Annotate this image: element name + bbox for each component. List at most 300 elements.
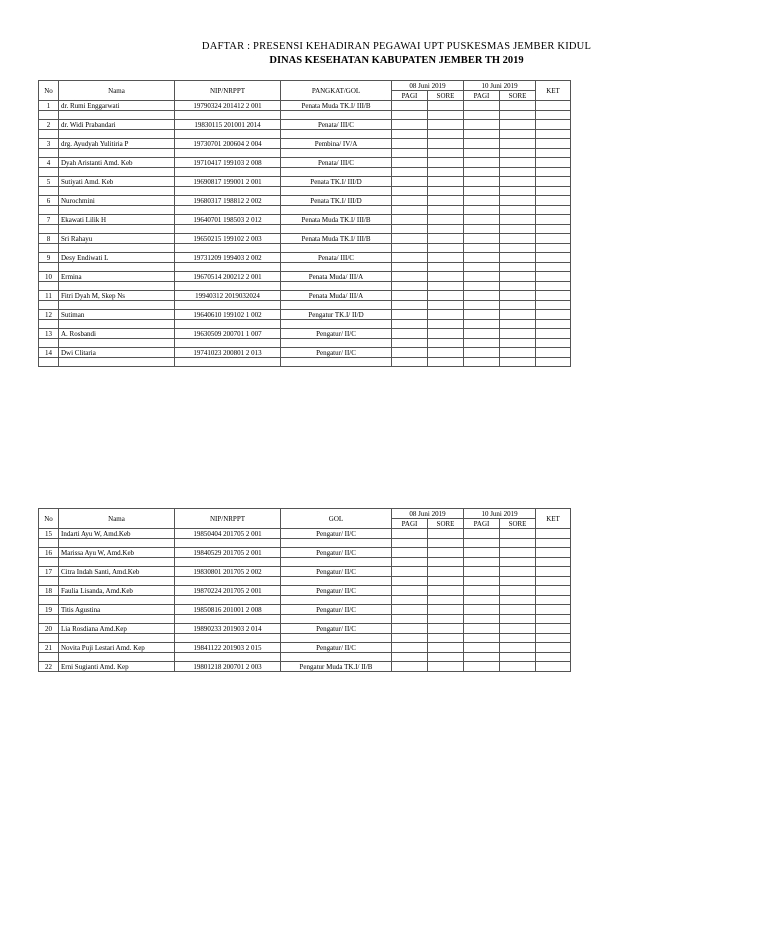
spacer-cell xyxy=(428,111,464,120)
spacer-cell xyxy=(281,206,392,215)
spacer-cell xyxy=(464,149,500,158)
spacer-cell xyxy=(428,653,464,662)
row-no: 14 xyxy=(39,348,59,358)
row-gol: Pengatur/ II/C xyxy=(281,605,392,615)
table-row xyxy=(39,310,571,320)
row-no: 1 xyxy=(39,101,59,111)
spacer-cell xyxy=(536,225,571,234)
cell-pagi-2 xyxy=(464,329,500,339)
cell-sore-2 xyxy=(500,348,536,358)
cell-sore-1 xyxy=(428,624,464,634)
row-nama: Sutiyati Amd. Keb xyxy=(59,177,175,187)
spacer-row xyxy=(39,187,571,196)
header-sore: SORE xyxy=(428,91,464,101)
spacer-cell xyxy=(39,339,59,348)
spacer-cell xyxy=(500,558,536,567)
spacer-cell xyxy=(39,558,59,567)
cell-pagi-1 xyxy=(392,348,428,358)
spacer-cell xyxy=(175,282,281,291)
spacer-row xyxy=(39,558,571,567)
spacer-cell xyxy=(175,320,281,329)
spacer-cell xyxy=(59,653,175,662)
spacer-cell xyxy=(428,358,464,367)
cell-ket xyxy=(536,272,571,282)
spacer-cell xyxy=(59,301,175,310)
attendance-table-2 xyxy=(38,508,571,672)
header-nama: Nama xyxy=(59,509,175,529)
header-gol: GOL xyxy=(281,509,392,529)
row-gol: Pembina/ IV/A xyxy=(281,139,392,149)
cell-pagi-2 xyxy=(464,158,500,168)
spacer-cell xyxy=(175,539,281,548)
row-gol: Penata Muda TK.I/ III/B xyxy=(281,234,392,244)
spacer-row xyxy=(39,301,571,310)
row-nama: Sutiman xyxy=(59,310,175,320)
spacer-cell xyxy=(464,539,500,548)
spacer-cell xyxy=(392,634,428,643)
spacer-cell xyxy=(428,301,464,310)
row-gol: Penata Muda TK.I/ III/B xyxy=(281,101,392,111)
row-nip: 19830115 201001 2014 xyxy=(175,120,281,130)
spacer-cell xyxy=(536,634,571,643)
spacer-cell xyxy=(428,187,464,196)
row-nip: 19830801 201705 2 002 xyxy=(175,567,281,577)
table-row xyxy=(39,348,571,358)
row-gol: Pengatur/ II/C xyxy=(281,643,392,653)
row-no: 12 xyxy=(39,310,59,320)
spacer-cell xyxy=(464,320,500,329)
spacer-cell xyxy=(59,577,175,586)
cell-ket xyxy=(536,158,571,168)
spacer-cell xyxy=(59,130,175,139)
spacer-cell xyxy=(500,263,536,272)
cell-pagi-1 xyxy=(392,605,428,615)
spacer-cell xyxy=(59,339,175,348)
spacer-cell xyxy=(392,339,428,348)
spacer-cell xyxy=(392,358,428,367)
row-no: 15 xyxy=(39,529,59,539)
spacer-cell xyxy=(536,358,571,367)
row-nip: 19850404 201705 2 001 xyxy=(175,529,281,539)
cell-pagi-2 xyxy=(464,196,500,206)
row-gol: Pengatur TK.I/ II/D xyxy=(281,310,392,320)
row-gol: Pengatur/ II/C xyxy=(281,624,392,634)
spacer-cell xyxy=(392,282,428,291)
cell-pagi-1 xyxy=(392,567,428,577)
spacer-cell xyxy=(464,577,500,586)
cell-sore-1 xyxy=(428,291,464,301)
table-row xyxy=(39,624,571,634)
cell-sore-2 xyxy=(500,624,536,634)
spacer-cell xyxy=(536,301,571,310)
spacer-cell xyxy=(59,596,175,605)
spacer-cell xyxy=(39,596,59,605)
spacer-cell xyxy=(500,634,536,643)
spacer-cell xyxy=(175,168,281,177)
header-ket: KET xyxy=(536,81,571,101)
spacer-cell xyxy=(59,634,175,643)
cell-ket xyxy=(536,329,571,339)
cell-sore-1 xyxy=(428,253,464,263)
spacer-cell xyxy=(39,653,59,662)
header-pagi: PAGI xyxy=(464,91,500,101)
cell-ket xyxy=(536,120,571,130)
cell-pagi-1 xyxy=(392,329,428,339)
spacer-cell xyxy=(392,320,428,329)
cell-pagi-1 xyxy=(392,662,428,672)
spacer-cell xyxy=(428,130,464,139)
spacer-cell xyxy=(536,168,571,177)
cell-sore-1 xyxy=(428,120,464,130)
table-row xyxy=(39,567,571,577)
row-gol: Pengatur Muda TK.I/ II/B xyxy=(281,662,392,672)
spacer-row xyxy=(39,615,571,624)
spacer-cell xyxy=(500,225,536,234)
spacer-cell xyxy=(428,320,464,329)
table-body-2 xyxy=(39,529,571,672)
cell-pagi-2 xyxy=(464,548,500,558)
spacer-cell xyxy=(500,149,536,158)
row-nip: 19650215 199102 2 003 xyxy=(175,234,281,244)
cell-pagi-2 xyxy=(464,348,500,358)
spacer-cell xyxy=(39,244,59,253)
cell-sore-1 xyxy=(428,329,464,339)
spacer-cell xyxy=(428,244,464,253)
spacer-cell xyxy=(464,263,500,272)
row-nama: Dwi Clitaria xyxy=(59,348,175,358)
header-sore: SORE xyxy=(500,91,536,101)
row-no: 2 xyxy=(39,120,59,130)
row-gol: Penata/ III/C xyxy=(281,158,392,168)
spacer-cell xyxy=(428,263,464,272)
row-nama: Indarti Ayu W, Amd.Keb xyxy=(59,529,175,539)
row-no: 16 xyxy=(39,548,59,558)
spacer-cell xyxy=(500,653,536,662)
cell-pagi-1 xyxy=(392,624,428,634)
spacer-cell xyxy=(39,225,59,234)
spacer-cell xyxy=(281,187,392,196)
cell-sore-1 xyxy=(428,348,464,358)
spacer-cell xyxy=(536,282,571,291)
spacer-cell xyxy=(464,187,500,196)
spacer-cell xyxy=(281,558,392,567)
cell-pagi-2 xyxy=(464,586,500,596)
spacer-cell xyxy=(281,130,392,139)
cell-pagi-2 xyxy=(464,310,500,320)
cell-pagi-2 xyxy=(464,120,500,130)
spacer-cell xyxy=(500,358,536,367)
spacer-row xyxy=(39,596,571,605)
spacer-cell xyxy=(175,263,281,272)
spacer-row xyxy=(39,358,571,367)
spacer-cell xyxy=(392,111,428,120)
row-nama: Novita Puji Lestari Amd. Kep xyxy=(59,643,175,653)
row-nama: dr. Widi Prabandari xyxy=(59,120,175,130)
cell-pagi-2 xyxy=(464,567,500,577)
spacer-cell xyxy=(175,577,281,586)
spacer-cell xyxy=(175,111,281,120)
cell-ket xyxy=(536,215,571,225)
spacer-row xyxy=(39,111,571,120)
row-nip: 19801218 200701 2 003 xyxy=(175,662,281,672)
cell-ket xyxy=(536,567,571,577)
cell-sore-1 xyxy=(428,586,464,596)
spacer-cell xyxy=(39,615,59,624)
cell-pagi-2 xyxy=(464,291,500,301)
spacer-cell xyxy=(464,596,500,605)
spacer-cell xyxy=(281,282,392,291)
spacer-row xyxy=(39,244,571,253)
spacer-cell xyxy=(464,615,500,624)
cell-sore-2 xyxy=(500,234,536,244)
cell-pagi-2 xyxy=(464,529,500,539)
spacer-cell xyxy=(428,558,464,567)
row-nama: drg. Ayudyah Yulitiria P xyxy=(59,139,175,149)
spacer-cell xyxy=(428,539,464,548)
cell-sore-1 xyxy=(428,177,464,187)
row-nip: 19670514 200212 2 001 xyxy=(175,272,281,282)
cell-sore-2 xyxy=(500,177,536,187)
spacer-cell xyxy=(392,596,428,605)
cell-pagi-2 xyxy=(464,605,500,615)
row-nama: Titis Agustina xyxy=(59,605,175,615)
row-nip: 19890233 201903 2 014 xyxy=(175,624,281,634)
spacer-cell xyxy=(39,539,59,548)
row-gol: Penata/ III/C xyxy=(281,120,392,130)
spacer-cell xyxy=(281,301,392,310)
spacer-cell xyxy=(39,111,59,120)
cell-sore-2 xyxy=(500,567,536,577)
spacer-cell xyxy=(39,206,59,215)
spacer-cell xyxy=(281,168,392,177)
spacer-cell xyxy=(39,301,59,310)
row-nip: 19870224 201705 2 001 xyxy=(175,586,281,596)
spacer-cell xyxy=(59,615,175,624)
row-nip: 19741023 200801 2 013 xyxy=(175,348,281,358)
cell-pagi-2 xyxy=(464,177,500,187)
spacer-cell xyxy=(536,263,571,272)
spacer-cell xyxy=(281,111,392,120)
spacer-cell xyxy=(392,558,428,567)
row-gol: Pengatur/ II/C xyxy=(281,567,392,577)
spacer-cell xyxy=(281,596,392,605)
cell-pagi-1 xyxy=(392,177,428,187)
spacer-cell xyxy=(175,558,281,567)
table-row xyxy=(39,662,571,672)
row-gol: Penata TK.I/ III/D xyxy=(281,177,392,187)
cell-pagi-2 xyxy=(464,662,500,672)
row-nip: 19680317 198812 2 002 xyxy=(175,196,281,206)
spacer-cell xyxy=(59,558,175,567)
row-nama: Lia Rosdiana Amd.Kep xyxy=(59,624,175,634)
spacer-row xyxy=(39,653,571,662)
cell-pagi-2 xyxy=(464,234,500,244)
spacer-cell xyxy=(39,130,59,139)
spacer-cell xyxy=(536,187,571,196)
spacer-cell xyxy=(428,634,464,643)
spacer-cell xyxy=(500,577,536,586)
spacer-cell xyxy=(536,111,571,120)
spacer-row xyxy=(39,263,571,272)
spacer-cell xyxy=(464,634,500,643)
cell-ket xyxy=(536,643,571,653)
cell-pagi-2 xyxy=(464,272,500,282)
row-nip: 19640610 199102 1 002 xyxy=(175,310,281,320)
cell-pagi-1 xyxy=(392,120,428,130)
cell-sore-2 xyxy=(500,643,536,653)
row-no: 22 xyxy=(39,662,59,672)
spacer-cell xyxy=(392,130,428,139)
cell-ket xyxy=(536,605,571,615)
spacer-row xyxy=(39,577,571,586)
spacer-cell xyxy=(59,187,175,196)
spacer-cell xyxy=(500,187,536,196)
cell-ket xyxy=(536,662,571,672)
cell-pagi-1 xyxy=(392,586,428,596)
spacer-cell xyxy=(175,301,281,310)
spacer-row xyxy=(39,130,571,139)
spacer-cell xyxy=(59,539,175,548)
cell-sore-2 xyxy=(500,329,536,339)
row-nama: Ermina xyxy=(59,272,175,282)
cell-sore-1 xyxy=(428,567,464,577)
spacer-cell xyxy=(500,320,536,329)
spacer-cell xyxy=(536,149,571,158)
spacer-cell xyxy=(428,206,464,215)
cell-pagi-1 xyxy=(392,291,428,301)
row-gol: Pengatur/ II/C xyxy=(281,548,392,558)
row-no: 19 xyxy=(39,605,59,615)
table-row xyxy=(39,605,571,615)
row-no: 7 xyxy=(39,215,59,225)
spacer-cell xyxy=(464,111,500,120)
cell-pagi-1 xyxy=(392,215,428,225)
row-nip: 19690817 199001 2 001 xyxy=(175,177,281,187)
spacer-row xyxy=(39,149,571,158)
row-no: 10 xyxy=(39,272,59,282)
table-row xyxy=(39,291,571,301)
spacer-row xyxy=(39,225,571,234)
spacer-cell xyxy=(428,339,464,348)
table-row xyxy=(39,196,571,206)
table-row xyxy=(39,548,571,558)
spacer-cell xyxy=(464,130,500,139)
spacer-cell xyxy=(281,320,392,329)
row-no: 11 xyxy=(39,291,59,301)
spacer-cell xyxy=(175,130,281,139)
spacer-cell xyxy=(281,225,392,234)
spacer-row xyxy=(39,206,571,215)
cell-sore-1 xyxy=(428,605,464,615)
spacer-cell xyxy=(39,168,59,177)
spacer-cell xyxy=(39,149,59,158)
spacer-cell xyxy=(500,168,536,177)
header-pagi: PAGI xyxy=(392,91,428,101)
spacer-cell xyxy=(392,225,428,234)
spacer-cell xyxy=(175,225,281,234)
row-nama: Marissa Ayu W, Amd.Keb xyxy=(59,548,175,558)
header-pangkat: PANGKAT/GOL xyxy=(281,81,392,101)
table-row xyxy=(39,215,571,225)
spacer-cell xyxy=(536,539,571,548)
spacer-cell xyxy=(39,634,59,643)
table-row xyxy=(39,101,571,111)
spacer-cell xyxy=(428,577,464,586)
spacer-cell xyxy=(175,634,281,643)
spacer-cell xyxy=(175,653,281,662)
row-nama: Nurochmini xyxy=(59,196,175,206)
spacer-cell xyxy=(39,187,59,196)
spacer-cell xyxy=(175,187,281,196)
cell-ket xyxy=(536,101,571,111)
header-date-2: 10 Juni 2019 xyxy=(464,509,536,519)
spacer-cell xyxy=(39,577,59,586)
cell-sore-1 xyxy=(428,139,464,149)
cell-sore-2 xyxy=(500,605,536,615)
cell-sore-2 xyxy=(500,662,536,672)
row-nama: Citra Indah Santi, Amd.Keb xyxy=(59,567,175,577)
cell-pagi-1 xyxy=(392,234,428,244)
cell-pagi-2 xyxy=(464,253,500,263)
cell-sore-1 xyxy=(428,158,464,168)
cell-ket xyxy=(536,177,571,187)
spacer-cell xyxy=(175,358,281,367)
row-no: 18 xyxy=(39,586,59,596)
spacer-cell xyxy=(392,539,428,548)
spacer-cell xyxy=(392,301,428,310)
spacer-cell xyxy=(428,282,464,291)
row-gol: Pengatur/ II/C xyxy=(281,586,392,596)
spacer-cell xyxy=(500,111,536,120)
spacer-cell xyxy=(175,339,281,348)
spacer-cell xyxy=(500,339,536,348)
spacer-row xyxy=(39,539,571,548)
table-row xyxy=(39,329,571,339)
cell-pagi-1 xyxy=(392,253,428,263)
spacer-cell xyxy=(392,615,428,624)
row-nama: Faulia Lisanda, Amd.Keb xyxy=(59,586,175,596)
cell-pagi-1 xyxy=(392,139,428,149)
document-title: DAFTAR : PRESENSI KEHADIRAN PEGAWAI UPT PUSKESMAS JEMBER KIDUL xyxy=(201,41,592,52)
spacer-cell xyxy=(500,282,536,291)
row-gol: Pengatur/ II/C xyxy=(281,348,392,358)
table-row xyxy=(39,120,571,130)
spacer-cell xyxy=(59,225,175,234)
spacer-cell xyxy=(39,358,59,367)
spacer-cell xyxy=(500,596,536,605)
row-gol: Penata Muda/ III/A xyxy=(281,291,392,301)
spacer-cell xyxy=(39,282,59,291)
row-nip: 19840529 201705 2 001 xyxy=(175,548,281,558)
header-ket: KET xyxy=(536,509,571,529)
spacer-row xyxy=(39,634,571,643)
spacer-cell xyxy=(392,653,428,662)
spacer-cell xyxy=(464,225,500,234)
spacer-cell xyxy=(281,615,392,624)
header-date-1: 08 Juni 2019 xyxy=(392,81,464,91)
spacer-cell xyxy=(281,577,392,586)
row-no: 9 xyxy=(39,253,59,263)
row-nama: Dyah Aristanti Amd. Keb xyxy=(59,158,175,168)
cell-sore-2 xyxy=(500,158,536,168)
row-gol: Penata/ III/C xyxy=(281,253,392,263)
cell-sore-1 xyxy=(428,548,464,558)
spacer-cell xyxy=(464,244,500,253)
row-no: 13 xyxy=(39,329,59,339)
row-gol: Penata Muda/ III/A xyxy=(281,272,392,282)
spacer-cell xyxy=(175,206,281,215)
spacer-row xyxy=(39,339,571,348)
